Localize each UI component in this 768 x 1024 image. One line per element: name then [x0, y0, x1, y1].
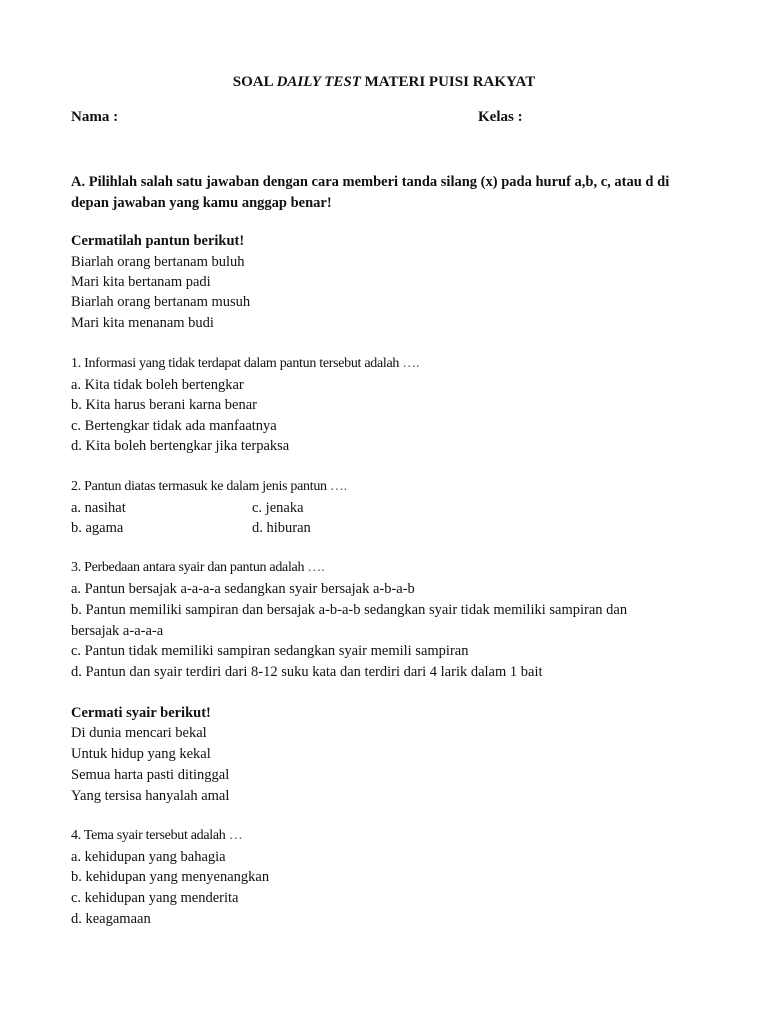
section-a-instruction-line1: A. Pilihlah salah satu jawaban dengan cara memberi tanda silang (x) pada huruf a,b, c, atau d di — [71, 174, 670, 190]
question-3-stem: 3. Perbedaan antara syair dan pantun adalah — [71, 560, 305, 575]
class-field-label: Kelas : — [478, 109, 523, 125]
title-italic: DAILY TEST — [276, 74, 361, 90]
question-1-option-a: a. Kita tidak boleh bertengkar — [71, 377, 244, 393]
question-2-stem: 2. Pantun diatas termasuk ke dalam jenis pantun — [71, 479, 327, 494]
pantun-line: Biarlah orang bertanam musuh — [71, 294, 251, 310]
question-1-stem: 1. Informasi yang tidak terdapat dalam pantun tersebut adalah — [71, 356, 400, 371]
pantun-line: Mari kita bertanam padi — [71, 274, 211, 290]
syair-line: Di dunia mencari bekal — [71, 725, 207, 741]
name-field-label: Nama : — [71, 109, 119, 125]
syair-line: Untuk hidup yang kekal — [71, 746, 211, 762]
question-2-dots: …. — [326, 479, 347, 494]
question-2-option-a: a. nasihat — [71, 500, 126, 516]
question-3-option-d: d. Pantun dan syair terdiri dari 8-12 suku kata dan terdiri dari 4 larik dalam 1 bait — [71, 664, 543, 680]
question-1-option-c: c. Bertengkar tidak ada manfaatnya — [71, 418, 277, 434]
title-suffix: MATERI PUISI RAKYAT — [360, 74, 536, 90]
question-3-option-a: a. Pantun bersajak a-a-a-a sedangkan syair bersajak a-b-a-b — [71, 581, 415, 597]
syair-line: Yang tersisa hanyalah amal — [71, 788, 230, 804]
question-4-text — [71, 826, 242, 846]
page-title — [0, 72, 768, 92]
question-4-dots: … — [225, 828, 243, 843]
question-4-option-a: a. kehidupan yang bahagia — [71, 849, 226, 865]
syair-line: Semua harta pasti ditinggal — [71, 767, 230, 783]
pantun-heading: Cermatilah pantun berikut! — [71, 233, 245, 249]
pantun-line: Biarlah orang bertanam buluh — [71, 254, 245, 270]
title-prefix: SOAL — [232, 74, 277, 90]
question-3-option-c: c. Pantun tidak memiliki sampiran sedangkan syair memili sampiran — [71, 643, 469, 659]
question-1-option-b: b. Kita harus berani karna benar — [71, 397, 258, 413]
question-2-text — [71, 477, 347, 497]
question-3-dots: …. — [304, 560, 325, 575]
question-1-text — [71, 354, 419, 374]
pantun-line: Mari kita menanam budi — [71, 315, 214, 331]
question-2-option-b: b. agama — [71, 520, 124, 536]
question-1-dots: …. — [399, 356, 420, 371]
syair-heading: Cermati syair berikut! — [71, 705, 211, 721]
question-2-option-c: c. jenaka — [252, 500, 304, 516]
question-4-option-d: d. keagamaan — [71, 911, 151, 927]
section-a-instruction-line2: depan jawaban yang kamu anggap benar! — [71, 195, 332, 211]
question-4-option-c: c. kehidupan yang menderita — [71, 890, 239, 906]
question-1-option-d: d. Kita boleh bertengkar jika terpaksa — [71, 438, 290, 454]
question-3-option-b-cont: bersajak a-a-a-a — [71, 623, 164, 639]
question-3-text — [71, 558, 324, 578]
question-3-option-b: b. Pantun memiliki sampiran dan bersajak a-b-a-b sedangkan syair tidak memiliki sampiran dan — [71, 602, 628, 618]
question-4-option-b: b. kehidupan yang menyenangkan — [71, 869, 270, 885]
question-4-stem: 4. Tema syair tersebut adalah — [71, 828, 226, 843]
question-2-option-d: d. hiburan — [252, 520, 311, 536]
